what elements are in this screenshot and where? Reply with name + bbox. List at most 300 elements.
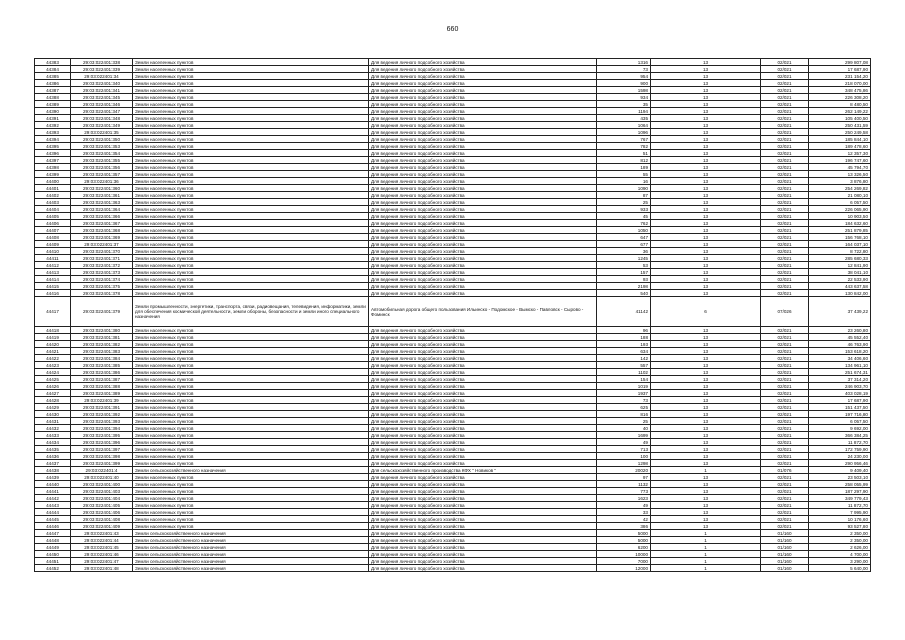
area-cell: 5000: [597, 530, 651, 537]
permitted-use-cell: Для ведения личного подсобного хозяйства: [369, 383, 597, 390]
cadastral-number-cell: 29:03:022401:400: [71, 481, 133, 488]
permitted-use-cell: Для ведения личного подсобного хозяйства: [369, 502, 597, 509]
cadastral-number-cell: 29:03:022401:369: [71, 234, 133, 241]
group-cell: 13: [651, 234, 761, 241]
permitted-use-cell: Для ведения личного подсобного хозяйства: [369, 192, 597, 199]
group-cell: 13: [651, 495, 761, 502]
area-cell: 193: [597, 341, 651, 348]
permitted-use-cell: Для ведения личного подсобного хозяйства: [369, 530, 597, 537]
cadastral-value-cell: 130 842,00: [809, 290, 871, 297]
group-cell: 13: [651, 206, 761, 213]
table-row: [35, 523, 871, 530]
permitted-use-cell: Для ведения личного подсобного хозяйства: [369, 376, 597, 383]
land-category-cell: Земли населенных пунктов: [133, 348, 369, 355]
land-category-cell: Земли населенных пунктов: [133, 59, 369, 66]
table-row: [35, 101, 871, 108]
cadastral-number-cell: 29:03:022401:361: [71, 192, 133, 199]
table-row: [35, 439, 871, 446]
land-category-cell: Земли населенных пунктов: [133, 185, 369, 192]
permitted-use-cell: Для ведения личного подсобного хозяйства: [369, 495, 597, 502]
cadastral-number-cell: 29:03:022401:406: [71, 509, 133, 516]
group-cell: 13: [651, 59, 761, 66]
row-number-cell: 44399: [35, 171, 71, 178]
group-cell: 1: [651, 467, 761, 474]
code-cell: 02/021: [761, 178, 809, 185]
row-number-cell: 44444: [35, 509, 71, 516]
land-category-cell: Земли населенных пунктов: [133, 115, 369, 122]
row-number-cell: 44414: [35, 276, 71, 283]
cadastral-number-cell: 29:03:022401:46: [71, 551, 133, 558]
cadastral-number-cell: 29:03:022401:398: [71, 453, 133, 460]
cadastral-value-cell: 6 057,50: [809, 199, 871, 206]
land-category-cell: Земли населенных пунктов: [133, 439, 369, 446]
table-row: [35, 59, 871, 66]
cadastral-value-cell: 37 314,20: [809, 376, 871, 383]
group-cell: 13: [651, 390, 761, 397]
group-cell: 13: [651, 341, 761, 348]
cadastral-number-cell: 29:03:022401:364: [71, 206, 133, 213]
permitted-use-cell: Для ведения личного подсобного хозяйства: [369, 404, 597, 411]
permitted-use-cell: Для ведения личного подсобного хозяйства: [369, 341, 597, 348]
land-category-cell: Земли населенных пунктов: [133, 87, 369, 94]
group-cell: 13: [651, 446, 761, 453]
row-number-cell: 44446: [35, 523, 71, 530]
area-cell: 51: [597, 150, 651, 157]
group-cell: 13: [651, 108, 761, 115]
area-cell: 154: [597, 376, 651, 383]
code-cell: 02/021: [761, 199, 809, 206]
group-cell: 13: [651, 269, 761, 276]
cadastral-number-cell: 29:03:022401:371: [71, 255, 133, 262]
cadastral-value-cell: 45 552,40: [809, 334, 871, 341]
permitted-use-cell: Для ведения личного подсобного хозяйства: [369, 143, 597, 150]
code-cell: 02/021: [761, 192, 809, 199]
cadastral-number-cell: 29:03:022401:40: [71, 474, 133, 481]
cadastral-value-cell: 231 154,20: [809, 73, 871, 80]
land-category-cell: Земли населенных пунктов: [133, 213, 369, 220]
cadastral-value-cell: 4 700,00: [809, 551, 871, 558]
cadastral-number-cell: 29:03:022401:391: [71, 404, 133, 411]
row-number-cell: 44443: [35, 502, 71, 509]
cadastral-value-cell: 246 903,70: [809, 383, 871, 390]
group-cell: 13: [651, 199, 761, 206]
cadastral-number-cell: 29:03:022401:339: [71, 66, 133, 73]
area-cell: 634: [597, 348, 651, 355]
code-cell: 02/021: [761, 425, 809, 432]
table-row: [35, 453, 871, 460]
table-row: [35, 171, 871, 178]
cadastral-value-cell: 285 680,33: [809, 255, 871, 262]
table-row: [35, 248, 871, 255]
area-cell: 97: [597, 474, 651, 481]
permitted-use-cell: Для ведения личного подсобного хозяйства: [369, 348, 597, 355]
cadastral-value-cell: 251 879,85: [809, 227, 871, 234]
cadastral-value-cell: 250 431,59: [809, 122, 871, 129]
permitted-use-cell: Для ведения личного подсобного хозяйства: [369, 537, 597, 544]
permitted-use-cell: Для ведения личного подсобного хозяйства: [369, 59, 597, 66]
row-number-cell: 44404: [35, 206, 71, 213]
table-row: [35, 474, 871, 481]
group-cell: 13: [651, 516, 761, 523]
group-cell: 13: [651, 255, 761, 262]
area-cell: 142: [597, 355, 651, 362]
cadastral-number-cell: 29:03:022401:380: [71, 327, 133, 334]
land-category-cell: Земли населенных пунктов: [133, 276, 369, 283]
row-number-cell: 44408: [35, 234, 71, 241]
table-row: [35, 544, 871, 551]
area-cell: 20020: [597, 467, 651, 474]
permitted-use-cell: Для ведения личного подсобного хозяйства: [369, 108, 597, 115]
table-row: [35, 206, 871, 213]
table-row: [35, 502, 871, 509]
area-cell: 53: [597, 262, 651, 269]
land-category-cell: Земли населенных пунктов: [133, 157, 369, 164]
cadastral-number-cell: 29:03:022401:396: [71, 439, 133, 446]
row-number-cell: 44434: [35, 439, 71, 446]
cadastral-value-cell: 226 065,90: [809, 206, 871, 213]
area-cell: 49: [597, 502, 651, 509]
table-row: [35, 446, 871, 453]
row-number-cell: 44452: [35, 565, 71, 572]
cadastral-number-cell: 29:03:022401:39: [71, 397, 133, 404]
land-category-cell: Земли сельскохозяйственного назначения: [133, 558, 369, 565]
row-number-cell: 44411: [35, 255, 71, 262]
group-cell: 1: [651, 530, 761, 537]
permitted-use-cell: Для сельскохозяйственного производства КФХ " Новиков ": [369, 467, 597, 474]
cadastral-number-cell: 29:03:022401:408: [71, 516, 133, 523]
area-cell: 1096: [597, 129, 651, 136]
land-category-cell: Земли населенных пунктов: [133, 516, 369, 523]
code-cell: 02/021: [761, 59, 809, 66]
row-number-cell: 44442: [35, 495, 71, 502]
code-cell: 01/160: [761, 558, 809, 565]
cadastral-number-cell: 29:03:022401:384: [71, 355, 133, 362]
area-cell: 188: [597, 334, 651, 341]
permitted-use-cell: Для ведения личного подсобного хозяйства: [369, 164, 597, 171]
area-cell: 1298: [597, 460, 651, 467]
land-category-cell: Земли населенных пунктов: [133, 262, 369, 269]
land-category-cell: Земли населенных пунктов: [133, 66, 369, 73]
permitted-use-cell: Для ведения личного подсобного хозяйства: [369, 488, 597, 495]
group-cell: 13: [651, 283, 761, 290]
row-number-cell: 44403: [35, 199, 71, 206]
permitted-use-cell: Для ведения личного подсобного хозяйства: [369, 418, 597, 425]
land-category-cell: Земли населенных пунктов: [133, 248, 369, 255]
cadastral-value-cell: 299 807,08: [809, 59, 871, 66]
group-cell: 13: [651, 192, 761, 199]
cadastral-number-cell: 29:03:022401:389: [71, 390, 133, 397]
cadastral-number-cell: 29:03:022401:354: [71, 150, 133, 157]
table-row: [35, 425, 871, 432]
group-cell: 13: [651, 376, 761, 383]
code-cell: 02/021: [761, 516, 809, 523]
area-cell: 934: [597, 94, 651, 101]
cadastral-value-cell: 443 637,58: [809, 283, 871, 290]
code-cell: 02/021: [761, 460, 809, 467]
permitted-use-cell: Для ведения личного подсобного хозяйства: [369, 551, 597, 558]
permitted-use-cell: Для ведения личного подсобного хозяйства: [369, 171, 597, 178]
land-category-cell: Земли населенных пунктов: [133, 290, 369, 297]
permitted-use-cell: Для ведения личного подсобного хозяйства: [369, 369, 597, 376]
cadastral-value-cell: 2 350,00: [809, 537, 871, 544]
land-category-cell: Земли сельскохозяйственного назначения: [133, 565, 369, 572]
code-cell: 02/021: [761, 206, 809, 213]
row-number-cell: 44405: [35, 213, 71, 220]
cadastral-number-cell: 29:03:022401:385: [71, 362, 133, 369]
code-cell: 01/160: [761, 544, 809, 551]
cadastral-value-cell: 105 400,50: [809, 115, 871, 122]
permitted-use-cell: Для ведения личного подсобного хозяйства: [369, 87, 597, 94]
group-cell: 13: [651, 227, 761, 234]
cadastral-number-cell: 29:03:022401:37: [71, 241, 133, 248]
table-row: [35, 94, 871, 101]
cadastral-number-cell: 29:03:022401:43: [71, 530, 133, 537]
group-cell: 6: [651, 297, 761, 327]
cadastral-value-cell: 93 527,80: [809, 523, 871, 530]
cadastral-number-cell: 29:03:022401:403: [71, 488, 133, 495]
area-cell: 1598: [597, 87, 651, 94]
cadastral-number-cell: 29:03:022401:382: [71, 341, 133, 348]
area-cell: 49: [597, 439, 651, 446]
row-number-cell: 44447: [35, 530, 71, 537]
code-cell: 02/021: [761, 327, 809, 334]
group-cell: 13: [651, 502, 761, 509]
land-category-cell: Земли сельскохозяйственного назначения: [133, 537, 369, 544]
group-cell: 1: [651, 551, 761, 558]
cadastral-value-cell: 250 249,58: [809, 129, 871, 136]
area-cell: 55: [597, 171, 651, 178]
land-category-cell: Земли населенных пунктов: [133, 495, 369, 502]
land-category-cell: Земли населенных пунктов: [133, 241, 369, 248]
area-cell: 954: [597, 73, 651, 80]
table-row: [35, 157, 871, 164]
area-cell: 647: [597, 234, 651, 241]
land-category-cell: Земли населенных пунктов: [133, 199, 369, 206]
land-category-cell: Земли населенных пунктов: [133, 411, 369, 418]
land-category-cell: Земли населенных пунктов: [133, 80, 369, 87]
group-cell: 13: [651, 80, 761, 87]
code-cell: 02/021: [761, 262, 809, 269]
cadastral-number-cell: 29:03:022401:348: [71, 115, 133, 122]
code-cell: 02/021: [761, 502, 809, 509]
permitted-use-cell: Для ведения личного подсобного хозяйства: [369, 227, 597, 234]
code-cell: 02/021: [761, 276, 809, 283]
area-cell: 2198: [597, 283, 651, 290]
permitted-use-cell: Для ведения личного подсобного хозяйства: [369, 334, 597, 341]
land-category-cell: Земли населенных пунктов: [133, 432, 369, 439]
row-number-cell: 44424: [35, 369, 71, 376]
land-category-cell: Земли населенных пунктов: [133, 136, 369, 143]
permitted-use-cell: Для ведения личного подсобного хозяйства: [369, 411, 597, 418]
cadastral-value-cell: 187 297,90: [809, 488, 871, 495]
land-category-cell: Земли населенных пунктов: [133, 390, 369, 397]
area-cell: 25: [597, 418, 651, 425]
group-cell: 1: [651, 558, 761, 565]
code-cell: 01/160: [761, 530, 809, 537]
row-number-cell: 44400: [35, 178, 71, 185]
row-number-cell: 44397: [35, 157, 71, 164]
row-number-cell: 44450: [35, 551, 71, 558]
cadastral-value-cell: 9 692,00: [809, 425, 871, 432]
code-cell: 02/021: [761, 348, 809, 355]
row-number-cell: 44410: [35, 248, 71, 255]
row-number-cell: 44396: [35, 150, 71, 157]
area-cell: 16: [597, 178, 651, 185]
land-category-cell: Земли населенных пунктов: [133, 383, 369, 390]
table-row: [35, 565, 871, 572]
cadastral-number-cell: 29:03:022401:338: [71, 59, 133, 66]
cadastral-value-cell: 12 841,90: [809, 262, 871, 269]
row-number-cell: 44418: [35, 327, 71, 334]
group-cell: 13: [651, 143, 761, 150]
area-cell: 1050: [597, 227, 651, 234]
table-row: [35, 362, 871, 369]
code-cell: 02/021: [761, 157, 809, 164]
permitted-use-cell: Для ведения личного подсобного хозяйства: [369, 481, 597, 488]
cadastral-number-cell: 29:03:022401:374: [71, 276, 133, 283]
permitted-use-cell: Для ведения личного подсобного хозяйства: [369, 206, 597, 213]
table-row: [35, 143, 871, 150]
row-number-cell: 44420: [35, 341, 71, 348]
area-cell: 1623: [597, 495, 651, 502]
land-category-cell: Земли населенных пунктов: [133, 453, 369, 460]
table-row: [35, 66, 871, 73]
area-cell: 25: [597, 199, 651, 206]
area-cell: 12000: [597, 565, 651, 572]
code-cell: 02/021: [761, 80, 809, 87]
area-cell: 1245: [597, 255, 651, 262]
table-row: [35, 283, 871, 290]
cadastral-number-cell: 29:03:022401:386: [71, 369, 133, 376]
cadastral-value-cell: 3 876,80: [809, 178, 871, 185]
area-cell: 677: [597, 241, 651, 248]
area-cell: 625: [597, 404, 651, 411]
table-row: [35, 383, 871, 390]
table-row: [35, 255, 871, 262]
group-cell: 13: [651, 397, 761, 404]
cadastral-value-cell: 218 070,00: [809, 80, 871, 87]
group-cell: 13: [651, 334, 761, 341]
cadastral-number-cell: 29:03:022401:47: [71, 558, 133, 565]
table-row: [35, 227, 871, 234]
cadastral-number-cell: 29:03:022401:395: [71, 432, 133, 439]
area-cell: 1699: [597, 432, 651, 439]
code-cell: 02/021: [761, 129, 809, 136]
table-row: [35, 460, 871, 467]
area-cell: 435: [597, 115, 651, 122]
cadastral-value-cell: 2 626,00: [809, 544, 871, 551]
cadastral-value-cell: 8 480,50: [809, 101, 871, 108]
permitted-use-cell: Для ведения личного подсобного хозяйства: [369, 66, 597, 73]
permitted-use-cell: Автомобильная дорога общего пользования Ильинско - Подомское - Вымско - Павловск - Сырово - Фоминск: [369, 297, 597, 327]
area-cell: 93: [597, 276, 651, 283]
land-category-cell: Земли населенных пунктов: [133, 108, 369, 115]
code-cell: 02/021: [761, 383, 809, 390]
permitted-use-cell: Для ведения личного подсобного хозяйства: [369, 220, 597, 227]
group-cell: 13: [651, 241, 761, 248]
group-cell: 13: [651, 136, 761, 143]
group-cell: 13: [651, 488, 761, 495]
land-category-cell: Земли населенных пунктов: [133, 523, 369, 530]
permitted-use-cell: Для ведения личного подсобного хозяйства: [369, 178, 597, 185]
area-cell: 87: [597, 192, 651, 199]
cadastral-number-cell: 29:03:022401:345: [71, 94, 133, 101]
cadastral-value-cell: 10 176,60: [809, 516, 871, 523]
cadastral-value-cell: 11 872,70: [809, 439, 871, 446]
table-row: [35, 537, 871, 544]
group-cell: 13: [651, 369, 761, 376]
cadastral-value-cell: 251 674,31: [809, 369, 871, 376]
permitted-use-cell: Для ведения личного подсобного хозяйства: [369, 290, 597, 297]
area-cell: 42: [597, 516, 651, 523]
code-cell: 02/021: [761, 418, 809, 425]
table-row: [35, 276, 871, 283]
cadastral-value-cell: 10 903,50: [809, 213, 871, 220]
permitted-use-cell: Для ведения личного подсобного хозяйства: [369, 446, 597, 453]
cadastral-number-cell: 29:03:022401:393: [71, 418, 133, 425]
group-cell: 13: [651, 164, 761, 171]
land-category-cell: Земли населенных пунктов: [133, 220, 369, 227]
land-category-cell: Земли населенных пунктов: [133, 283, 369, 290]
area-cell: 10000: [597, 551, 651, 558]
cadastral-value-cell: 38 041,10: [809, 269, 871, 276]
permitted-use-cell: Для ведения личного подсобного хозяйства: [369, 327, 597, 334]
cadastral-number-cell: 29:03:022401:340: [71, 80, 133, 87]
group-cell: 1: [651, 544, 761, 551]
land-category-cell: Земли населенных пунктов: [133, 164, 369, 171]
land-category-cell: Земли населенных пунктов: [133, 192, 369, 199]
code-cell: 02/021: [761, 234, 809, 241]
area-cell: 1937: [597, 390, 651, 397]
group-cell: 13: [651, 327, 761, 334]
code-cell: 02/021: [761, 439, 809, 446]
cadastral-value-cell: 151 437,50: [809, 404, 871, 411]
area-cell: 36: [597, 248, 651, 255]
cadastral-number-cell: 29:03:022401:394: [71, 425, 133, 432]
land-category-cell: Земли населенных пунктов: [133, 122, 369, 129]
group-cell: 13: [651, 383, 761, 390]
land-category-cell: Земли населенных пунктов: [133, 509, 369, 516]
code-cell: 02/021: [761, 509, 809, 516]
land-category-cell: Земли населенных пунктов: [133, 227, 369, 234]
row-number-cell: 44395: [35, 143, 71, 150]
permitted-use-cell: Для ведения личного подсобного хозяйства: [369, 544, 597, 551]
group-cell: 13: [651, 348, 761, 355]
land-category-cell: Земли населенных пунктов: [133, 425, 369, 432]
land-category-cell: Земли населенных пунктов: [133, 369, 369, 376]
table-row: [35, 136, 871, 143]
permitted-use-cell: Для ведения личного подсобного хозяйства: [369, 185, 597, 192]
code-cell: 02/021: [761, 122, 809, 129]
permitted-use-cell: Для ведения личного подсобного хозяйства: [369, 558, 597, 565]
row-number-cell: 44441: [35, 488, 71, 495]
permitted-use-cell: Для ведения личного подсобного хозяйства: [369, 234, 597, 241]
permitted-use-cell: Для ведения личного подсобного хозяйства: [369, 460, 597, 467]
cadastral-value-cell: 258 055,99: [809, 481, 871, 488]
row-number-cell: 44432: [35, 425, 71, 432]
code-cell: 02/021: [761, 341, 809, 348]
code-cell: 01/076: [761, 467, 809, 474]
area-cell: 1090: [597, 185, 651, 192]
row-number-cell: 44433: [35, 432, 71, 439]
cadastral-number-cell: 29:03:022401:378: [71, 290, 133, 297]
permitted-use-cell: Для ведения личного подсобного хозяйства: [369, 122, 597, 129]
area-cell: 557: [597, 362, 651, 369]
land-category-cell: Земли населенных пунктов: [133, 341, 369, 348]
area-cell: 35: [597, 101, 651, 108]
code-cell: 02/021: [761, 108, 809, 115]
row-number-cell: 44409: [35, 241, 71, 248]
